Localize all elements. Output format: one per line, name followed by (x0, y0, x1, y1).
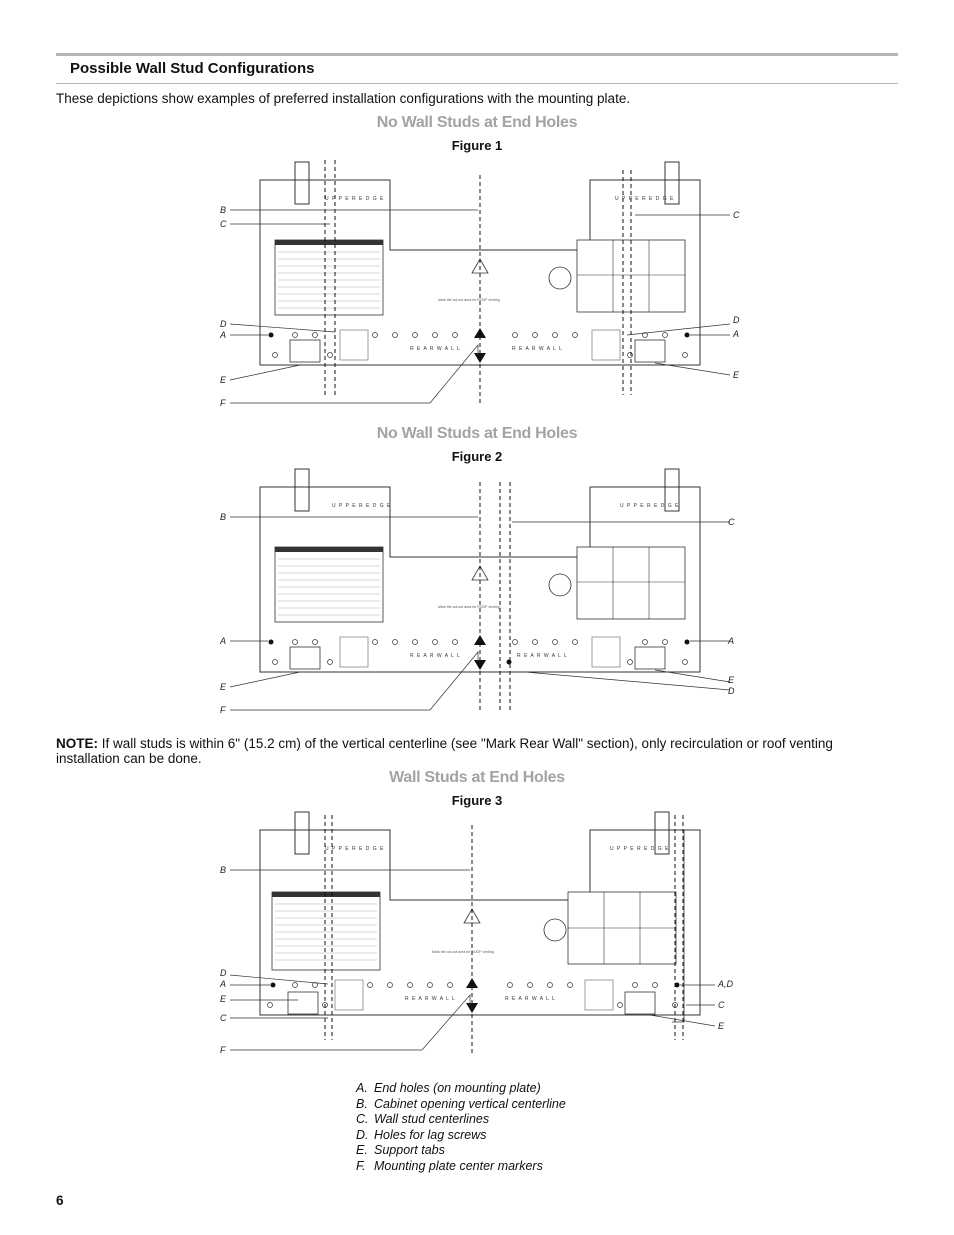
callout-f: F (220, 398, 226, 408)
callout-c-right: C (733, 210, 740, 220)
centerlines (480, 482, 510, 712)
callout-e: E (220, 994, 227, 1004)
svg-text:R E A R W A L L: R E A R W A L L (517, 653, 568, 659)
svg-text:U P P E R E D G E: U P P E R E D G E (610, 846, 670, 852)
top-rule (56, 53, 898, 56)
intro-text: These depictions show examples of preferred installation configurations with the mounting plate. (56, 91, 631, 106)
callout-d: D (220, 319, 227, 329)
callout-a: A (220, 979, 227, 989)
svg-text:Mark the cut-out area for ROOF: Mark the cut-out area for ROOF venting (438, 605, 500, 609)
mounting-plate (260, 812, 700, 1015)
callout-e: E (220, 375, 227, 385)
callout-c: C (220, 219, 227, 229)
callout-a-right: A (728, 636, 735, 646)
callout-c-right: C (718, 1000, 725, 1010)
figure-3-label: Figure 3 (451, 793, 503, 808)
title-underline (56, 83, 898, 84)
legend-list (356, 1081, 566, 1175)
legend-item: F. Mounting plate center markers (356, 1158, 543, 1173)
svg-text:R E A R W A L L: R E A R W A L L (505, 996, 556, 1002)
legend-item: E. Support tabs (356, 1143, 445, 1158)
callout-e-right: E (733, 370, 740, 380)
callout-e-right: E (718, 1021, 725, 1031)
callout-a: A (220, 330, 227, 340)
callout-d-right: D (728, 686, 735, 696)
svg-text:U P P E R E D G E: U P P E R E D G E (325, 196, 385, 202)
svg-text:U P P E R E D G E: U P P E R E D G E (620, 503, 680, 509)
figure-2-label: Figure 2 (451, 449, 503, 464)
callout-d-right: D (733, 315, 740, 325)
svg-text:U P P E R E D G E: U P P E R E D G E (615, 196, 675, 202)
legend-item: B. Cabinet opening vertical centerline (356, 1096, 566, 1111)
figure-3-heading: Wall Studs at End Holes (389, 769, 565, 786)
svg-text:R E A R W A L L: R E A R W A L L (405, 996, 456, 1002)
callout-b: B (220, 205, 227, 215)
page-number: 6 (56, 1193, 64, 1208)
callout-a-right: A (733, 329, 740, 339)
legend-item: D. Holes for lag screws (356, 1127, 487, 1142)
figure-1-heading: No Wall Studs at End Holes (376, 114, 578, 131)
figure-2-diagram (210, 467, 750, 717)
svg-text:R E A R W A L L: R E A R W A L L (512, 346, 563, 352)
callout-b: B (220, 865, 227, 875)
callout-f: F (220, 1045, 226, 1055)
legend-item: A. End holes (on mounting plate) (356, 1081, 541, 1095)
svg-text:U P P E R E D G E: U P P E R E D G E (325, 846, 385, 852)
callout-a-d-right: A,D (718, 979, 734, 989)
svg-text:R E A R W A L L: R E A R W A L L (410, 346, 461, 352)
callout-e: E (220, 682, 227, 692)
note-paragraph (56, 736, 898, 766)
callout-c: C (220, 1013, 227, 1023)
legend-item: C. Wall stud centerlines (356, 1112, 490, 1127)
callout-e-right: E (728, 675, 735, 685)
note-label: NOTE: (56, 736, 98, 751)
svg-text:U P P E R E D G E: U P P E R E D G E (332, 503, 392, 509)
figure-3-diagram (210, 810, 750, 1060)
callout-c-right: C (728, 517, 735, 527)
callout-b: B (220, 512, 227, 522)
figure-1-diagram (210, 160, 750, 410)
section-title: Possible Wall Stud Configurations (70, 60, 315, 77)
callout-d: D (220, 968, 227, 978)
callout-a: A (220, 636, 227, 646)
figure-1-label: Figure 1 (451, 138, 503, 153)
note-text: If wall studs is within 6" (15.2 cm) of the vertical centerline (see "Mark Rear Wall" section), only recirculation or roof venting installation can be done. (56, 736, 833, 766)
svg-text:Mark the cut-out area for ROOF: Mark the cut-out area for ROOF venting (438, 298, 500, 302)
callout-f: F (220, 705, 226, 715)
figure-2-heading: No Wall Studs at End Holes (376, 425, 578, 442)
svg-text:R E A R W A L L: R E A R W A L L (410, 653, 461, 659)
svg-text:Mark the cut-out area for ROOF: Mark the cut-out area for ROOF venting (432, 950, 494, 954)
